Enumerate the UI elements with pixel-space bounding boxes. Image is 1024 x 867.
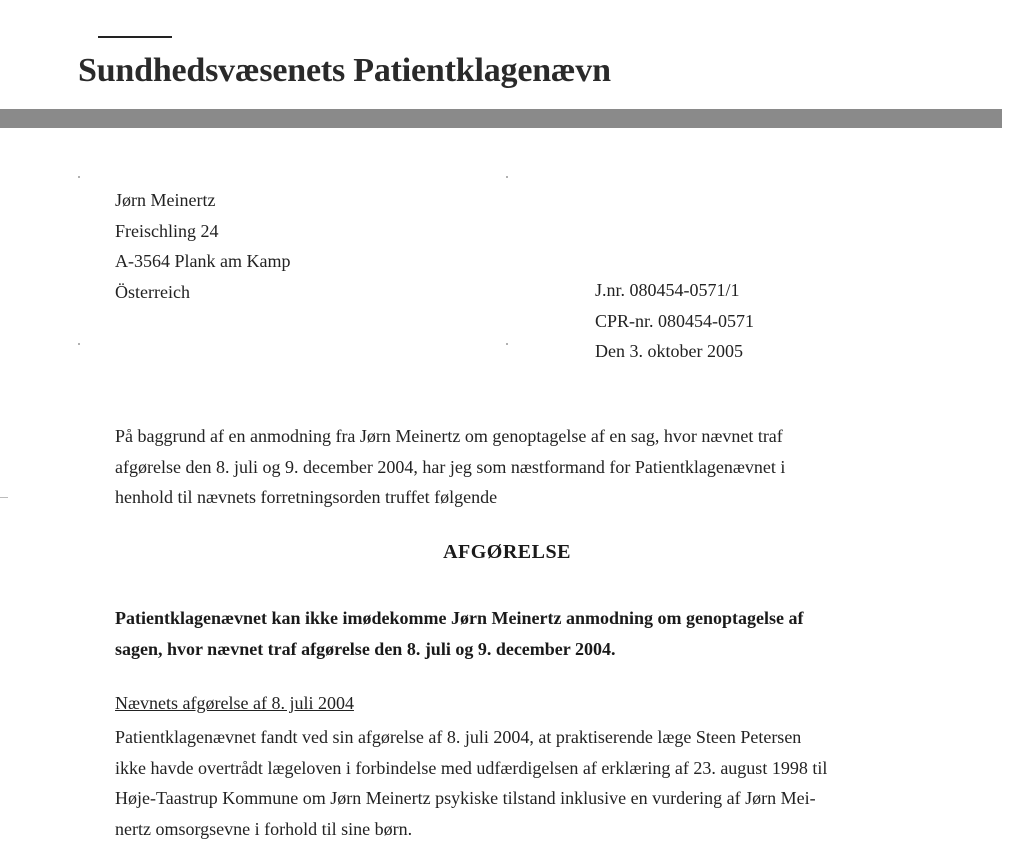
section-paragraph [115,722,915,844]
scan-speck [78,176,80,178]
journal-number: J.nr. 080454-0571/1 [595,280,740,300]
address-line-city: A-3564 Plank am Kamp [115,251,291,271]
letter-date: Den 3. oktober 2005 [595,341,743,361]
intro-line: afgørelse den 8. juli og 9. december 2004, har jeg som næstformand for Patientklagenævnet i [115,456,786,477]
address-line-country: Österreich [115,281,190,302]
decision-line: Patientklagenævnet kan ikke imødekomme Jørn Meinertz anmodning om genoptagelse af [115,608,804,628]
decision-paragraph [115,603,915,664]
margin-mark [0,497,8,498]
intro-line: På baggrund af en anmodning fra Jørn Meinertz om genoptagelse af en sag, hvor nævnet traf [115,426,783,446]
scan-speck [506,343,508,345]
section-line: nertz omsorgsevne i forhold til sine børn. [115,818,413,839]
scan-speck [78,343,80,345]
organization-title: Sundhedsvæsenets Patientklagenævn [78,52,611,89]
recipient-address [115,185,290,307]
scan-speck [506,176,508,178]
intro-paragraph [115,421,915,513]
section-line: Patientklagenævnet fandt ved sin afgørelse af 8. juli 2004, at praktiserende læge Steen Petersen [115,727,802,747]
section-line: Høje-Taastrup Kommune om Jørn Meinertz psykiske tilstand inklusive en vurdering af Jørn Mei- [115,788,816,808]
decision-heading: AFGØRELSE [443,541,571,563]
section-line: ikke havde overtrådt lægeloven i forbindelse med udfærdigelsen af erklæring af 23. august 1998 til [115,757,828,778]
header-rule-dash [98,36,172,38]
reference-block [595,275,754,367]
cpr-number: CPR-nr. 080454-0571 [595,310,755,331]
address-line-name: Jørn Meinertz [115,190,216,210]
address-line-street: Freischling 24 [115,220,219,241]
header-band [0,109,1002,128]
intro-line: henhold til nævnets forretningsorden truffet følgende [115,487,498,507]
decision-line: sagen, hvor nævnet traf afgørelse den 8. juli og 9. december 2004. [115,638,616,659]
section-title: Nævnets afgørelse af 8. juli 2004 [115,693,354,713]
